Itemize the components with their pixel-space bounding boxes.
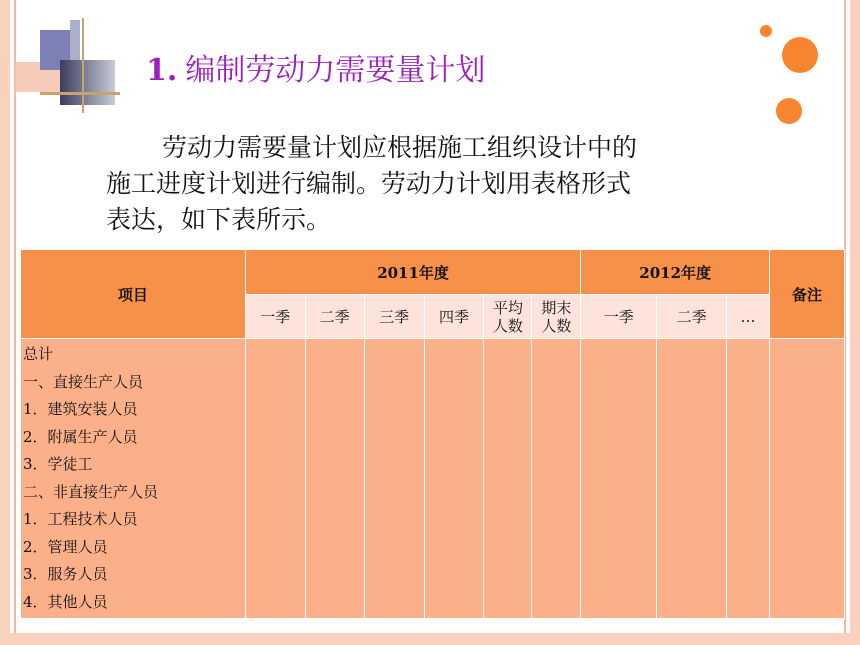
paragraph-line: 施工进度计划进行编制。劳动力计划用表格形式 bbox=[106, 169, 632, 198]
subheader-end-count bbox=[532, 295, 581, 339]
decor-circle bbox=[776, 98, 802, 124]
subheader-ellipsis: … bbox=[727, 295, 770, 339]
table-body-row bbox=[21, 339, 845, 619]
data-cell bbox=[424, 339, 484, 619]
remark-header: 备注 bbox=[770, 250, 845, 339]
item-apprentice: 3．学徒工 bbox=[23, 455, 93, 473]
data-cell bbox=[245, 339, 305, 619]
subheader-q4: 四季 bbox=[424, 295, 484, 339]
data-cell bbox=[657, 339, 727, 619]
decor-circle bbox=[782, 37, 818, 73]
subheader-q1: 一季 bbox=[245, 295, 305, 339]
data-cell bbox=[532, 339, 581, 619]
title-number: 1. bbox=[146, 53, 178, 88]
table-header-row bbox=[21, 250, 845, 295]
paragraph-line: 表达，如下表所示。 bbox=[106, 205, 332, 234]
remark-cell bbox=[770, 339, 845, 619]
data-cell bbox=[727, 339, 770, 619]
subheader-2012-q2: 二季 bbox=[657, 295, 727, 339]
item-total: 总计 bbox=[23, 345, 54, 363]
subheader-2012-q1: 一季 bbox=[581, 295, 657, 339]
slide-title bbox=[146, 45, 485, 89]
decor-block bbox=[60, 60, 115, 105]
data-cell bbox=[581, 339, 657, 619]
data-cell bbox=[484, 339, 532, 619]
right-border-band bbox=[850, 0, 860, 645]
data-cell bbox=[305, 339, 364, 619]
item-indirect: 二、非直接生产人员 bbox=[23, 482, 159, 501]
end-line1: 期末 bbox=[541, 298, 572, 317]
item-auxiliary: 2．附属生产人员 bbox=[23, 427, 138, 446]
decor-line bbox=[82, 18, 84, 113]
item-header: 项目 bbox=[21, 250, 246, 339]
item-engineering: 1．工程技术人员 bbox=[23, 510, 138, 528]
decor-line bbox=[40, 92, 120, 95]
end-line2: 人数 bbox=[541, 316, 572, 335]
item-service: 3．服务人员 bbox=[23, 565, 108, 583]
left-border-line bbox=[14, 0, 16, 645]
title-text: 编制劳动力需要量计划 bbox=[185, 53, 486, 88]
decor-circle bbox=[760, 25, 772, 37]
intro-paragraph bbox=[106, 130, 746, 238]
paragraph-line: 劳动力需要量计划应根据施工组织设计中的 bbox=[162, 133, 638, 162]
item-management: 2．管理人员 bbox=[23, 537, 108, 556]
item-direct: 一、直接生产人员 bbox=[23, 372, 144, 391]
bottom-border-band bbox=[0, 633, 860, 645]
items-cell bbox=[21, 339, 246, 619]
average-line1: 平均 bbox=[492, 298, 523, 317]
labor-plan-table bbox=[20, 249, 845, 619]
year-2012-header: 2012年度 bbox=[581, 250, 770, 295]
average-line2: 人数 bbox=[492, 316, 523, 335]
subheader-q3: 三季 bbox=[364, 295, 424, 339]
subheader-q2: 二季 bbox=[305, 295, 364, 339]
subheader-average-count bbox=[484, 295, 532, 339]
left-border-band bbox=[0, 0, 10, 645]
item-other: 4．其他人员 bbox=[23, 592, 108, 611]
item-construction: 1．建筑安装人员 bbox=[23, 400, 138, 418]
data-cell bbox=[364, 339, 424, 619]
year-2011-header: 2011年度 bbox=[245, 250, 580, 295]
